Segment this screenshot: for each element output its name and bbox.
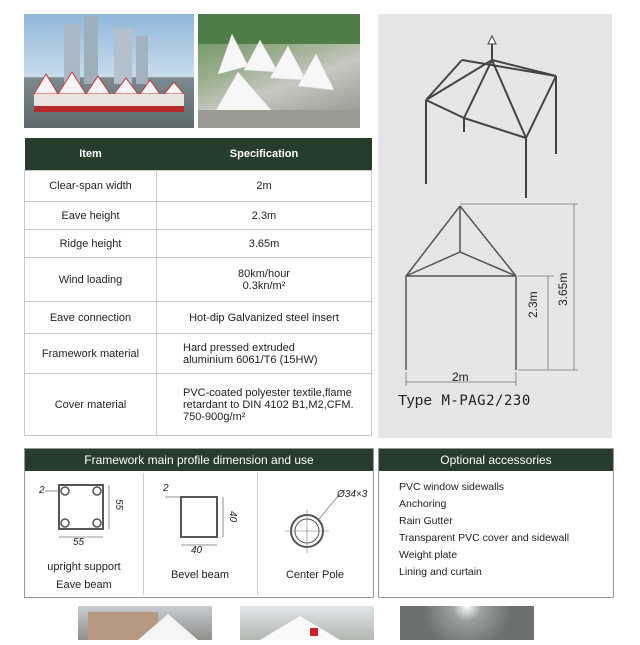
list-item: Rain Gutter [399,515,453,527]
row-spec-line: Hard pressed extruded [183,341,295,354]
table-row [25,374,372,436]
frame-3d-icon [426,44,556,198]
list-item: Anchoring [399,498,447,510]
profile-label: upright support [47,561,121,573]
profile-label: Eave beam [56,579,112,591]
row-item: Wind loading [25,258,157,302]
row-spec-line: 80km/hour [238,267,290,280]
row-spec [157,374,372,436]
dim-label: 40 [227,510,239,523]
dim-label: Ø34×3 [337,489,368,500]
list-item: Transparent PVC cover and sidewall [399,532,570,544]
header-specification: Specification [157,138,372,171]
profile-label: Center Pole [285,569,345,581]
dim-label: 55 [113,498,125,511]
profile-bevel-cell [143,473,258,595]
photo-bottom-2 [240,606,374,640]
photo-bottom-1 [78,606,212,640]
row-spec [157,258,372,302]
row-spec-line: PVC-coated polyester textile,flame [183,386,352,399]
table-row [25,202,372,230]
row-spec-line: 750-900g/m² [183,410,246,423]
profile-centerpole-cell [257,473,373,595]
table-row [25,334,372,374]
accessories-title: Optional accessories [379,449,613,471]
row-spec [157,334,372,374]
row-spec-line: aluminium 6061/T6 (15HW) [183,353,318,366]
list-item: Weight plate [399,549,458,561]
row-spec-line: retardant to DIN 4102 B1,M2,CFM. [183,398,354,411]
row-spec: 3.65m [157,230,372,258]
row-item: Framework material [25,334,157,374]
accessories-list [399,479,613,581]
row-spec: 2.3m [157,202,372,230]
row-item: Eave connection [25,302,157,334]
type-prefix: Type [398,392,433,409]
dim-label: 55 [73,537,85,548]
table-row [25,302,372,334]
dim-ridge-label: 3.65m [556,272,570,306]
profile-label: Bevel beam [170,569,230,581]
header-item: Item [25,138,157,171]
photo-pagoda-tents-city [24,14,194,128]
type-code: M-PAG2/230 [441,393,531,409]
profile-upright-cell [25,473,144,595]
dim-eave-label: 2.3m [526,291,540,318]
photo-pagoda-tents-row [198,14,360,128]
dim-label: 2 [39,485,45,496]
row-spec: Hot-dip Galvanized steel insert [157,302,372,334]
type-label [398,392,531,409]
row-item: Clear-span width [25,171,157,202]
row-item: Cover material [25,374,157,436]
dim-label: 40 [191,545,203,556]
center-pole-profile-icon [257,473,373,555]
table-row [25,230,372,258]
tent-frame-diagram-panel [378,14,612,438]
frame-elevation-icon [406,206,516,370]
table-row [25,171,372,202]
specification-table [24,138,372,436]
dim-width-label: 2m [452,370,469,384]
profile-box-title: Framework main profile dimension and use [25,449,373,471]
photo-bottom-3 [400,606,534,640]
row-item: Eave height [25,202,157,230]
row-item: Ridge height [25,230,157,258]
list-item: Lining and curtain [399,566,482,578]
optional-accessories-box [378,448,614,598]
table-row [25,258,372,302]
row-spec: 2m [157,171,372,202]
tent-frame-drawing [378,14,612,438]
list-item: PVC window sidewalls [399,481,505,493]
dim-label: 2 [163,483,169,494]
bevel-profile-icon [143,473,257,555]
row-spec-line: 0.3kn/m² [242,279,286,292]
profile-dimension-box [24,448,374,598]
